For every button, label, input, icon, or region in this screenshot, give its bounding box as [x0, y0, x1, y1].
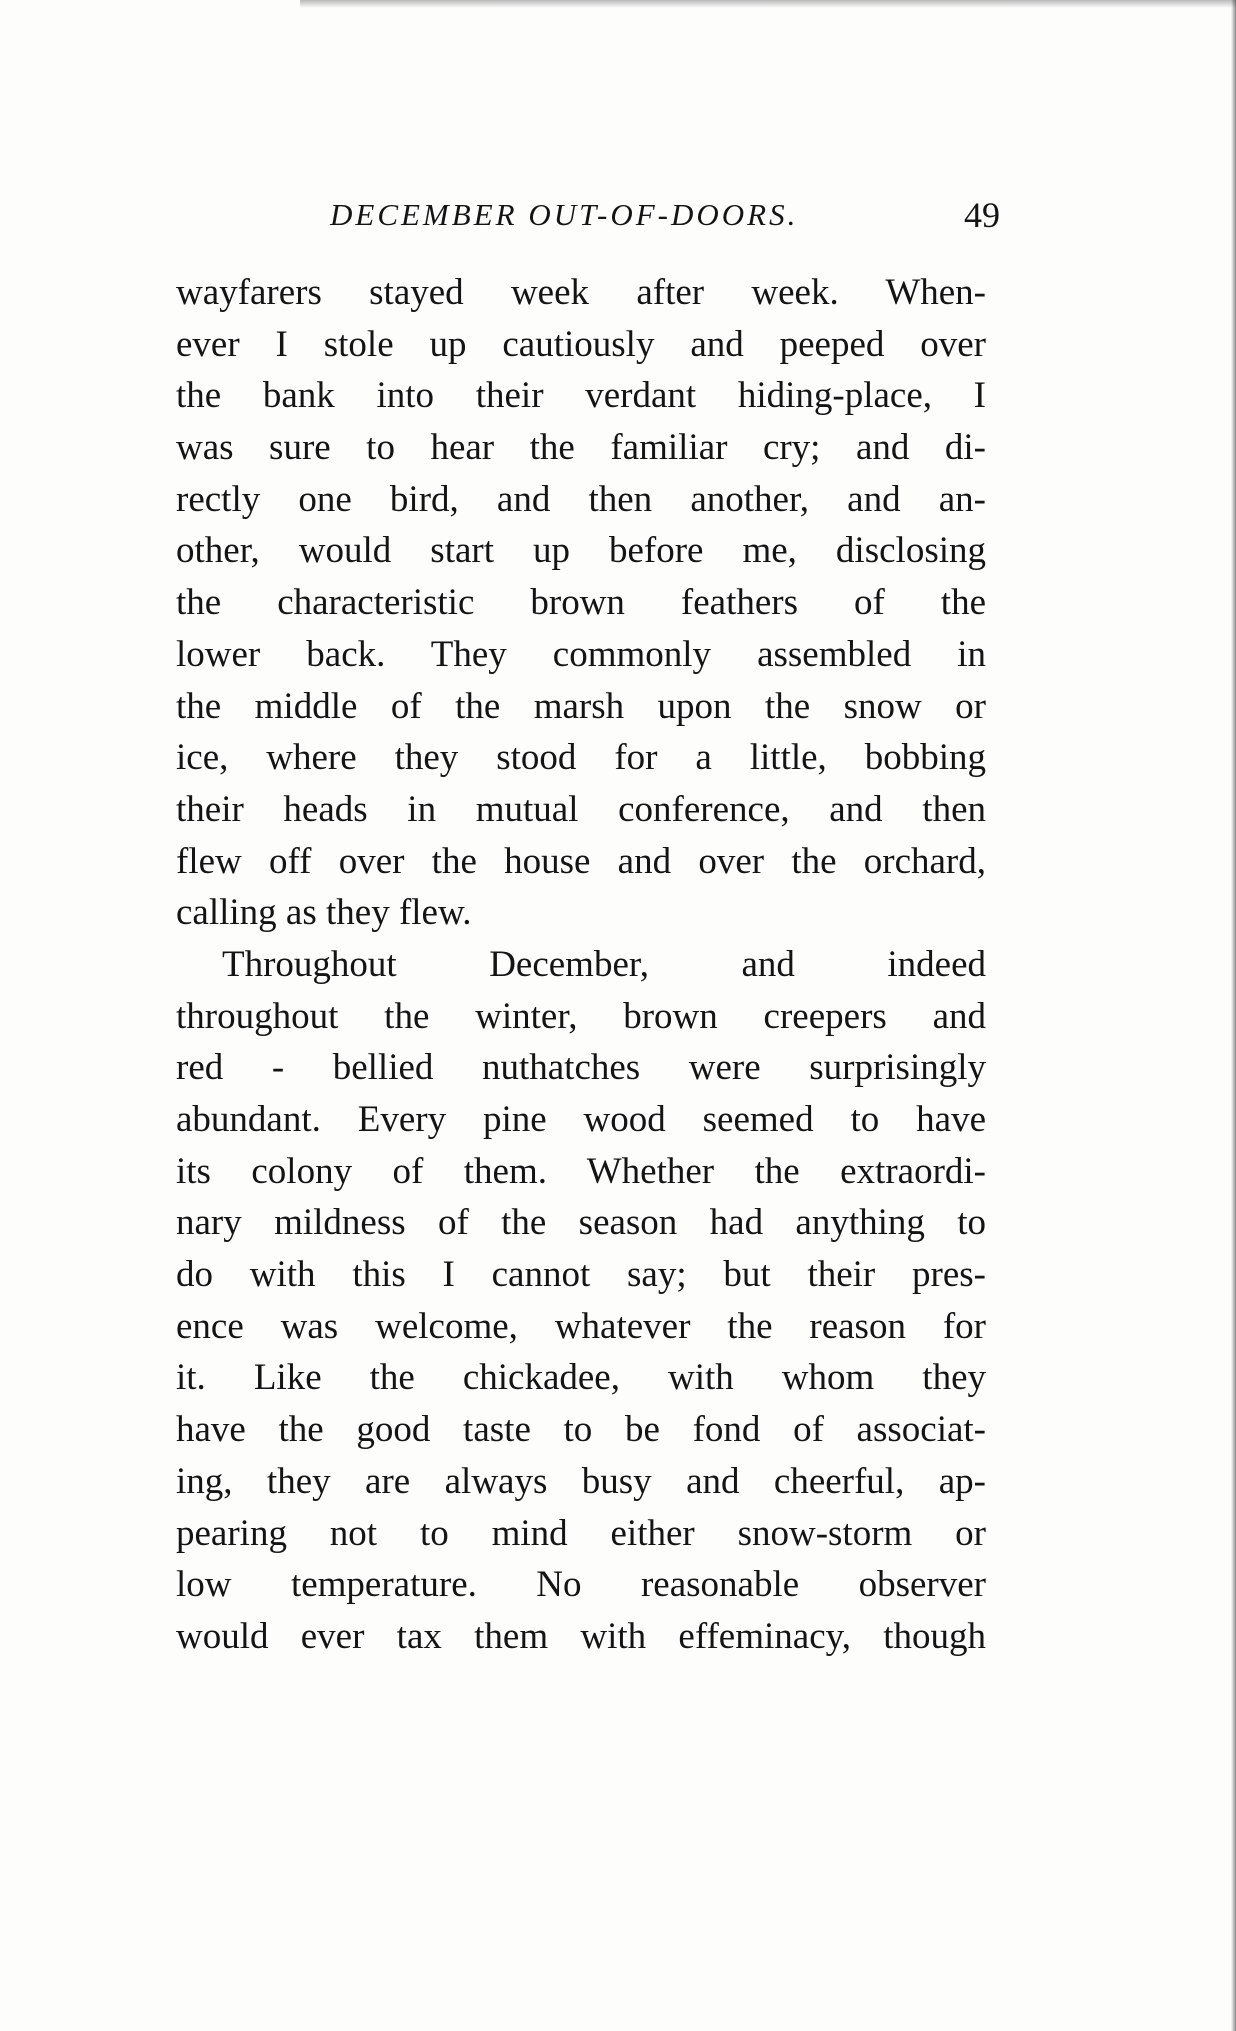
text-line: wayfarers stayed week after week. When-: [176, 272, 986, 313]
paragraph-end-line: calling as they flew.: [176, 892, 472, 934]
text-line: its colony of them. Whether the extraordi-: [176, 1150, 986, 1192]
page-right-edge-shadow: [1231, 0, 1236, 2031]
text-line: low temperature. No reasonable observer: [176, 1564, 986, 1606]
text-line: it. Like the chickadee, with whom they: [176, 1357, 986, 1399]
text-line: other, would start up before me, disclosing: [176, 530, 986, 572]
text-line: abundant. Every pine wood seemed to have: [176, 1099, 986, 1140]
text-line: the characteristic brown feathers of the: [176, 582, 986, 624]
page-top-edge-shadow: [300, 0, 1236, 8]
text-line: ice, where they stood for a little, bobbing: [176, 737, 986, 779]
body-text: [176, 267, 986, 1663]
page-number: 49: [964, 195, 1000, 235]
text-line: their heads in mutual conference, and then: [176, 788, 986, 830]
paragraph-start-line: Throughout December, and indeed: [222, 943, 986, 985]
text-line: flew off over the house and over the orchard,: [176, 840, 986, 882]
text-line: would ever tax them with effeminacy, though: [176, 1615, 986, 1657]
text-line: nary mildness of the season had anything to: [176, 1202, 986, 1244]
text-line: the bank into their verdant hiding-place, I: [176, 375, 986, 417]
text-line: rectly one bird, and then another, and an-: [176, 478, 986, 520]
text-line: ence was welcome, whatever the reason for: [176, 1305, 986, 1347]
text-line: ever I stole up cautiously and peeped over: [176, 323, 986, 365]
text-line: was sure to hear the familiar cry; and di-: [176, 427, 986, 469]
text-line: throughout the winter, brown creepers and: [176, 995, 986, 1037]
text-line: have the good taste to be fond of associat-: [176, 1409, 986, 1451]
text-line: the middle of the marsh upon the snow or: [176, 685, 986, 727]
text-line: do with this I cannot say; but their pres-: [176, 1254, 986, 1296]
text-line: ing, they are always busy and cheerful, ap-: [176, 1460, 986, 1502]
text-line: red - bellied nuthatches were surprisingly: [176, 1047, 986, 1089]
text-line: pearing not to mind either snow-storm or: [176, 1512, 986, 1554]
text-line: lower back. They commonly assembled in: [176, 633, 986, 675]
running-title: DECEMBER OUT-OF-DOORS.: [330, 197, 799, 232]
